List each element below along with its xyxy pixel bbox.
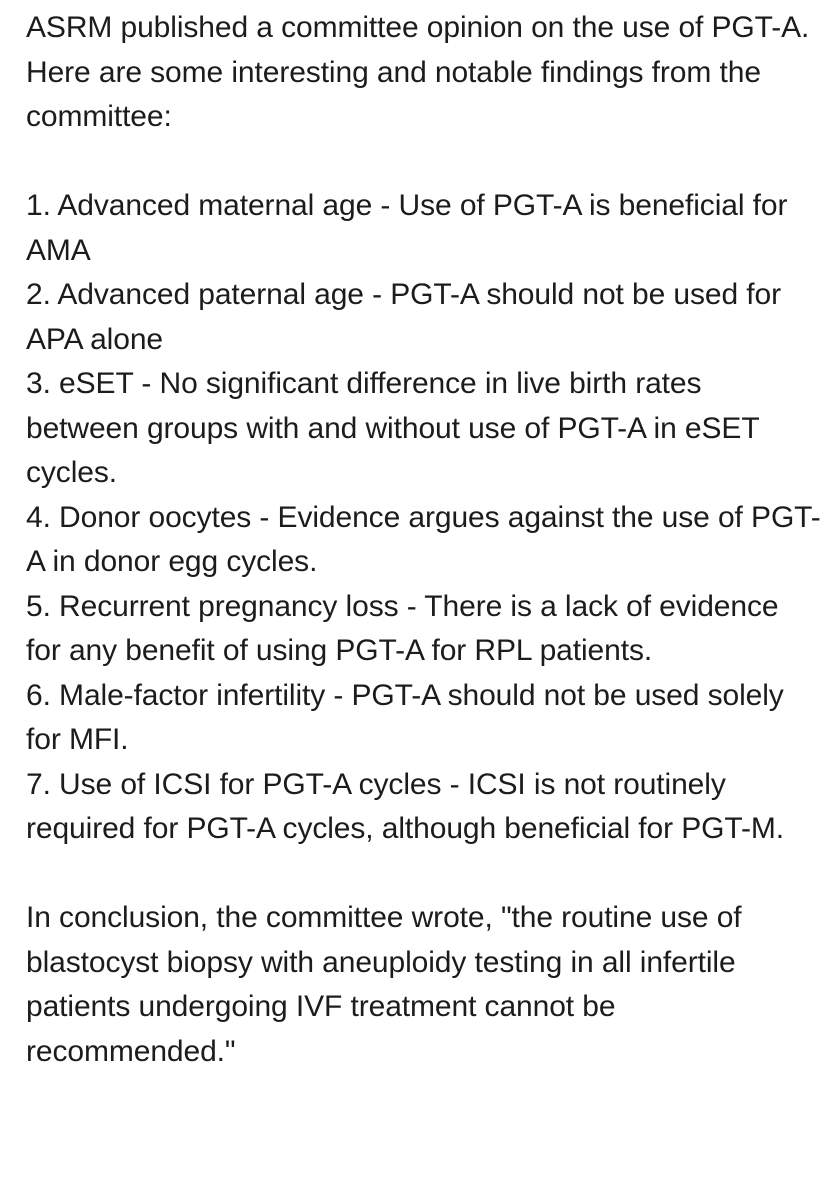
findings-list — [26, 184, 821, 852]
conclusion-paragraph: In conclusion, the committee wrote, "the routine use of blastocyst biopsy with aneuploidy testing in all infertile patients undergoing IVF treatment cannot be recommended." — [26, 901, 742, 1068]
paragraph-spacer — [26, 852, 821, 897]
finding-item-3: 3. eSET - No significant difference in live birth rates between groups with and without use of PGT-A in eSET cycles. — [26, 367, 760, 489]
finding-item-7: 7. Use of ICSI for PGT-A cycles - ICSI is not routinely required for PGT-A cycles, although beneficial for PGT-M. — [26, 767, 784, 845]
finding-item-5: 5. Recurrent pregnancy loss - There is a lack of evidence for any benefit of using PGT-A for RPL patients. — [26, 589, 779, 667]
intro-paragraph: ASRM published a committee opinion on the use of PGT-A. Here are some interesting and notable findings from the committee: — [26, 11, 810, 133]
paragraph-spacer — [26, 140, 821, 185]
finding-item-4: 4. Donor oocytes - Evidence argues against the use of PGT-A in donor egg cycles. — [26, 500, 821, 578]
finding-item-6: 6. Male-factor infertility - PGT-A should not be used solely for MFI. — [26, 678, 784, 756]
finding-item-2: 2. Advanced paternal age - PGT-A should not be used for APA alone — [26, 278, 782, 356]
document-body — [26, 6, 821, 1074]
finding-item-1: 1. Advanced maternal age - Use of PGT-A is beneficial for AMA — [26, 189, 788, 267]
